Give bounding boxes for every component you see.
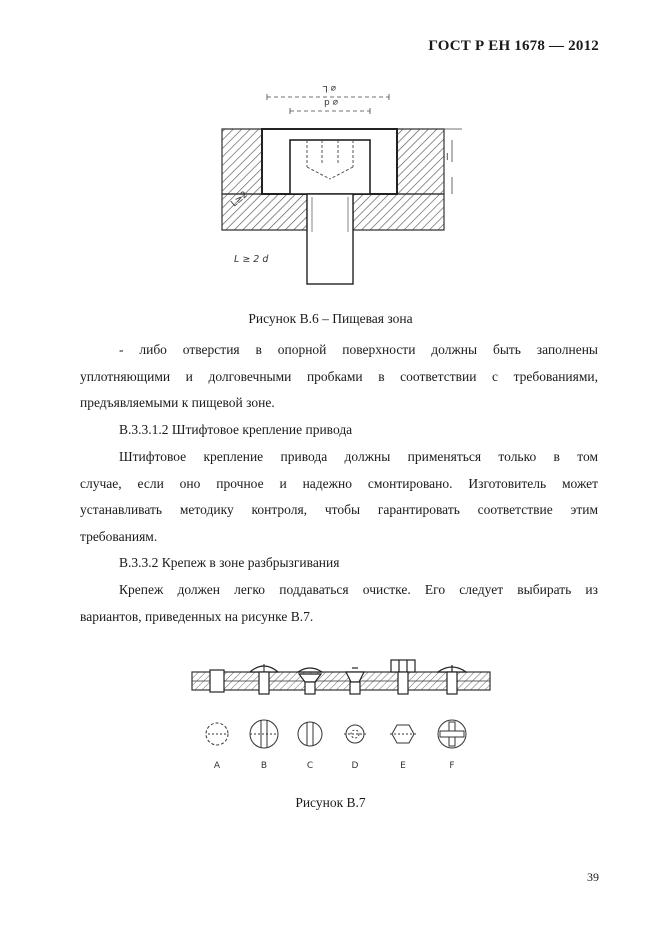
figure-b6-drawing	[212, 82, 474, 292]
para1-line-1: - либо отверстия в опорной поверхности должны быть заполнены	[119, 342, 598, 357]
figure-b7-caption: Рисунок В.7	[295, 795, 366, 810]
variant-label-f: F	[449, 761, 455, 771]
fastener-a-top	[206, 723, 228, 745]
variant-label-a: A	[213, 761, 221, 771]
variant-label-b: B	[260, 761, 268, 771]
document-header: ГОСТ Р ЕН 1678 — 2012	[428, 38, 599, 54]
variant-label-d: D	[351, 761, 359, 771]
dim-label-l: l	[446, 153, 449, 163]
dim-label-d: ⌀ d	[324, 97, 338, 107]
para2-line-4: требованиям.	[80, 528, 158, 544]
heading-b3312: В.3.3.1.2 Штифтовое крепление привода	[119, 422, 353, 437]
para2-line-1: Штифтовое крепление привода должны применяться только в том	[119, 449, 598, 464]
screw-head	[290, 140, 370, 194]
para2-line-3: устанавливать методику контроля, чтобы гарантировать соответствие этим	[80, 502, 598, 517]
paragraph-1	[80, 337, 598, 417]
fastener-d-top	[344, 725, 366, 743]
figure-b7-drawing	[186, 656, 496, 776]
fastener-f-top	[438, 720, 466, 748]
para3-line-2: вариантов, приведенных на рисунке В.7.	[80, 608, 314, 624]
fastener-c-top	[298, 722, 322, 746]
para1-line-3: предъявляемыми к пищевой зоне.	[80, 395, 275, 410]
condition-label: L ≥ 2 d	[234, 254, 269, 265]
fastener-b-top	[250, 720, 278, 748]
para1-line-2: уплотняющими и долговечными пробками в соответствии с требованиями,	[80, 368, 598, 384]
paragraph-2	[80, 444, 598, 550]
para2-line-2: случае, если оно прочное и надежно смонтировано. Изготовитель может	[80, 475, 598, 491]
screw-shank	[307, 194, 353, 284]
dim-label-L: ⌀ L	[322, 83, 336, 93]
fillet-mark: L≥2	[229, 189, 250, 210]
fastener-e-top	[390, 725, 416, 743]
para3-line-1: Крепеж должен легко поддаваться очистке. Его следует выбирать из	[119, 582, 598, 597]
page-number: 39	[587, 870, 599, 884]
variant-label-e: E	[400, 761, 406, 771]
fastener-a-section	[210, 670, 224, 692]
paragraph-3	[80, 577, 598, 630]
heading-b332: В.3.3.2 Крепеж в зоне разбрызгивания	[119, 555, 340, 570]
variant-label-c: C	[306, 761, 314, 771]
figure-b6-caption: Рисунок В.6 – Пищевая зона	[248, 311, 413, 326]
